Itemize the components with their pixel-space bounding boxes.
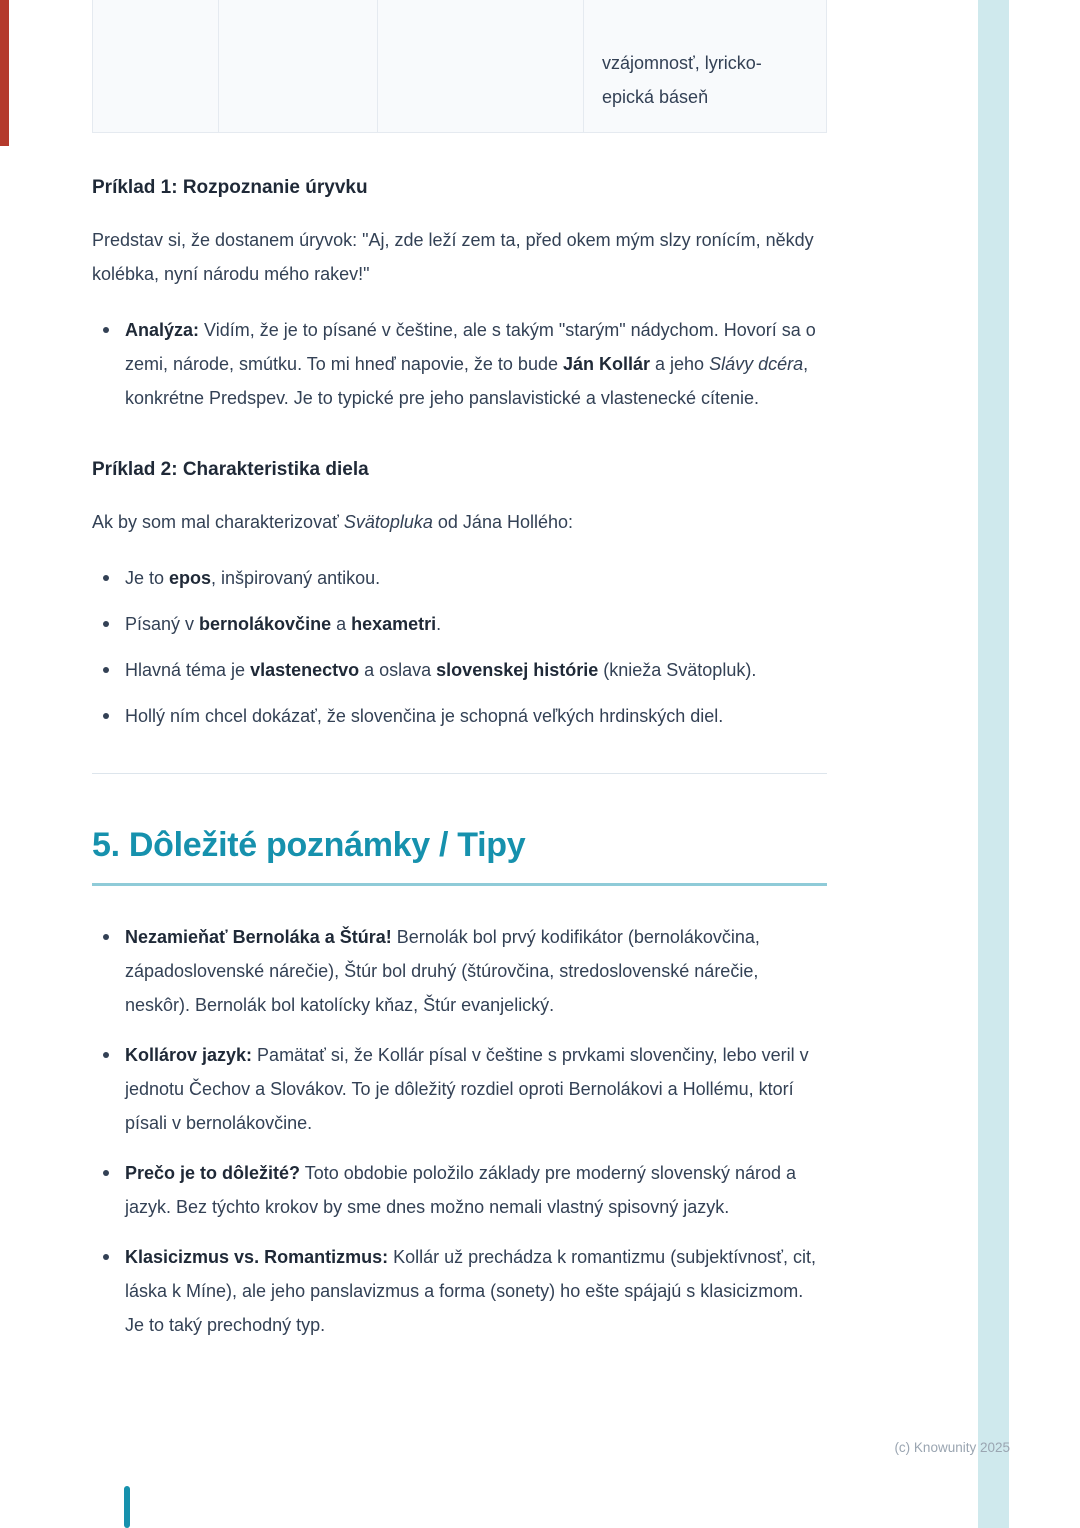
content-column bbox=[92, 0, 827, 1342]
text-run: Analýza: bbox=[125, 320, 200, 340]
section5-heading: 5. Dôležité poznámky / Tipy bbox=[92, 826, 827, 886]
text-run: Vidím, že je to písané v češtine, ale s takým "starým" nádychom. Hovorí sa o zemi, národe, smútku. To mi hneď napovie, že to bude bbox=[125, 320, 816, 374]
text-run: Písaný v bbox=[125, 614, 200, 634]
list-item bbox=[92, 1156, 827, 1224]
text-run: , inšpirovaný antikou. bbox=[211, 568, 381, 588]
text-run: hexametri bbox=[351, 614, 437, 634]
list-item bbox=[92, 653, 827, 687]
example2-list bbox=[92, 561, 827, 733]
text-run: epos bbox=[169, 568, 212, 588]
text-run: . bbox=[436, 614, 442, 634]
text-run: Slávy dcéra bbox=[709, 354, 804, 374]
text-run: Bernolák bol prvý kodifikátor (bernolákovčina, západoslovenské nárečie), Štúr bol druhý (štúrovčina, stredoslovenské nárečie, neskôr). Bernolák bol katolícky kňaz, Štúr evanjelický. bbox=[125, 927, 760, 1015]
list-item bbox=[92, 1038, 827, 1140]
table-fragment bbox=[92, 0, 827, 133]
text-run: Hlavná téma je bbox=[125, 660, 251, 680]
text-run: Kollár už prechádza k romantizmu (subjektívnosť, cit, láska k Míne), ale jeho panslavizmus a forma (sonety) ho ešte spájajú s klasicizmom. Je to taký prechodný typ. bbox=[125, 1247, 816, 1335]
text-run: Klasicizmus vs. Romantizmus: bbox=[125, 1247, 389, 1267]
text-run: Nezamieňať Bernoláka a Štúra! bbox=[125, 927, 392, 947]
text-run: a bbox=[331, 614, 352, 634]
list-item bbox=[92, 699, 827, 733]
example2-heading: Príklad 2: Charakteristika diela bbox=[92, 459, 369, 480]
text-run: , konkrétne Predspev. Je to typické pre jeho panslavistické a vlastenecké cítenie. bbox=[125, 354, 809, 408]
list-item bbox=[92, 561, 827, 595]
example2-intro bbox=[92, 505, 827, 539]
table-cell-empty-1 bbox=[93, 0, 219, 132]
table-cell-text bbox=[584, 0, 826, 132]
left-red-ribbon bbox=[0, 0, 9, 146]
list-item bbox=[92, 313, 827, 415]
tips-list bbox=[92, 920, 827, 1342]
text-run: vlastenectvo bbox=[250, 660, 360, 680]
text-run: Toto obdobie položilo základy pre moderný slovenský národ a jazyk. Bez týchto krokov by sme dnes možno nemali vlastný spisovný jazyk. bbox=[125, 1163, 797, 1217]
text-run: Svätopluka bbox=[343, 512, 433, 532]
text-run: Prečo je to dôležité? bbox=[125, 1163, 301, 1183]
text-run: Ak by som mal charakterizovať bbox=[92, 512, 344, 532]
text-run: bernolákovčine bbox=[199, 614, 332, 634]
list-item bbox=[92, 920, 827, 1022]
text-run: Ján Kollár bbox=[562, 354, 651, 374]
example1-heading: Príklad 1: Rozpoznanie úryvku bbox=[92, 177, 368, 198]
text-run: Kollárov jazyk: bbox=[125, 1045, 253, 1065]
text-run: Hollý ním chcel dokázať, že slovenčina je schopná veľkých hrdinských diel. bbox=[125, 706, 724, 726]
table-cell-value: vzájomnosť, lyricko-epická báseň bbox=[602, 53, 762, 107]
text-run: a oslava bbox=[359, 660, 437, 680]
text-run: Pamätať si, že Kollár písal v češtine s prvkami slovenčiny, lebo veril v jednotu Čechov a Slovákov. To je dôležitý rozdiel oproti Bernolákovi a Hollému, ktorí písali v bernolákovčine. bbox=[125, 1045, 809, 1133]
text-run: slovenskej histórie bbox=[436, 660, 599, 680]
blockquote-bar bbox=[124, 1486, 130, 1528]
table-cell-empty-2 bbox=[219, 0, 378, 132]
table-cell-empty-3 bbox=[378, 0, 584, 132]
text-run: (knieža Svätopluk). bbox=[598, 660, 757, 680]
example1-intro: Predstav si, že dostanem úryvok: "Aj, zde leží zem ta, před okem mým slzy ronícím, někdy kolébka, nyní národu mého rakev!" bbox=[92, 230, 814, 284]
text-run: od Jána Hollého: bbox=[432, 512, 574, 532]
right-teal-stripe bbox=[978, 0, 1009, 1528]
text-run: Je to bbox=[125, 568, 170, 588]
list-item bbox=[92, 607, 827, 641]
list-item bbox=[92, 1240, 827, 1342]
text-run: a jeho bbox=[650, 354, 710, 374]
section-divider bbox=[92, 773, 827, 774]
copyright-footer: (c) Knowunity 2025 bbox=[894, 1440, 1010, 1455]
example1-list bbox=[92, 313, 827, 415]
